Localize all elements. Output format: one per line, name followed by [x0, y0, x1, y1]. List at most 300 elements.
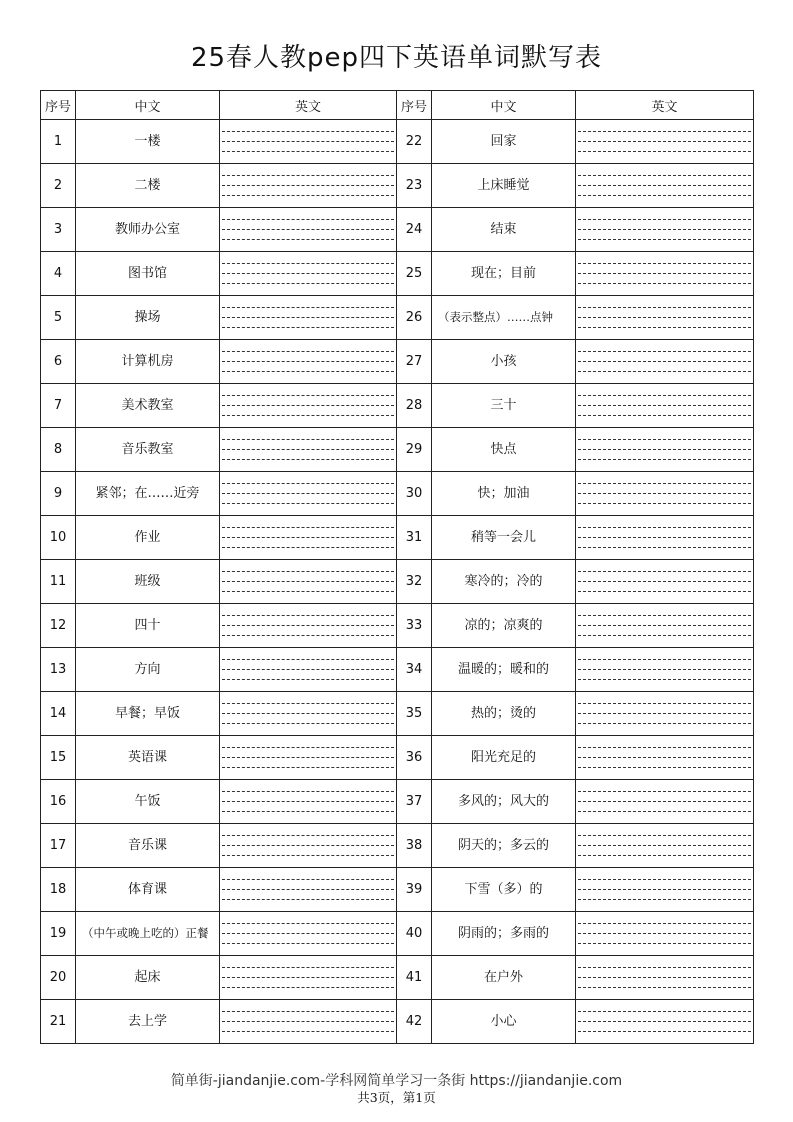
chinese-word-left: 体育课: [76, 868, 220, 912]
english-answer-left[interactable]: [220, 868, 397, 912]
dashed-guide-line: [222, 175, 394, 176]
dashed-guide-line: [578, 615, 751, 616]
dashed-guide-line: [578, 591, 751, 592]
english-answer-right[interactable]: [576, 428, 754, 472]
chinese-word-left: 音乐课: [76, 824, 220, 868]
chinese-word-right: 小心: [432, 1000, 576, 1044]
chinese-word-right: 结束: [432, 208, 576, 252]
chinese-word-left: 二楼: [76, 164, 220, 208]
dashed-guide-line: [578, 571, 751, 572]
english-answer-left[interactable]: [220, 208, 397, 252]
english-answer-right[interactable]: [576, 780, 754, 824]
row-number-left: 19: [41, 912, 76, 956]
dashed-guide-line: [222, 1031, 394, 1032]
english-answer-right[interactable]: [576, 120, 754, 164]
dashed-guide-line: [222, 327, 394, 328]
dashed-guide-line: [578, 703, 751, 704]
writing-lines: [222, 923, 394, 943]
dashed-guide-line: [578, 449, 751, 450]
table-row: [41, 692, 754, 736]
dashed-guide-line: [222, 757, 394, 758]
row-number-left: 21: [41, 1000, 76, 1044]
header-seq-right: 序号: [397, 91, 432, 120]
writing-lines: [578, 703, 751, 723]
dashed-guide-line: [222, 1011, 394, 1012]
english-answer-left[interactable]: [220, 516, 397, 560]
dashed-guide-line: [578, 307, 751, 308]
dashed-guide-line: [222, 659, 394, 660]
writing-lines: [578, 747, 751, 767]
dashed-guide-line: [578, 131, 751, 132]
table-row: [41, 340, 754, 384]
dashed-guide-line: [222, 679, 394, 680]
table-row: [41, 384, 754, 428]
dashed-guide-line: [578, 219, 751, 220]
dashed-guide-line: [222, 131, 394, 132]
row-number-right: 32: [397, 560, 432, 604]
english-answer-right[interactable]: [576, 912, 754, 956]
table-row: [41, 164, 754, 208]
chinese-word-right: 回家: [432, 120, 576, 164]
writing-lines: [578, 615, 751, 635]
row-number-right: 22: [397, 120, 432, 164]
header-chinese-left: 中文: [76, 91, 220, 120]
dashed-guide-line: [578, 415, 751, 416]
row-number-right: 26: [397, 296, 432, 340]
english-answer-right[interactable]: [576, 472, 754, 516]
row-number-right: 23: [397, 164, 432, 208]
row-number-left: 7: [41, 384, 76, 428]
dashed-guide-line: [578, 723, 751, 724]
english-answer-left[interactable]: [220, 120, 397, 164]
table-row: [41, 868, 754, 912]
row-number-right: 40: [397, 912, 432, 956]
header-seq-left: 序号: [41, 91, 76, 120]
table-row: [41, 428, 754, 472]
dashed-guide-line: [222, 943, 394, 944]
writing-lines: [222, 571, 394, 591]
dashed-guide-line: [578, 933, 751, 934]
row-number-right: 37: [397, 780, 432, 824]
row-number-right: 36: [397, 736, 432, 780]
chinese-word-right: 阴天的；多云的: [432, 824, 576, 868]
chinese-word-right: 在户外: [432, 956, 576, 1000]
english-answer-left[interactable]: [220, 252, 397, 296]
row-number-left: 2: [41, 164, 76, 208]
header-english-right: 英文: [576, 91, 754, 120]
dashed-guide-line: [222, 527, 394, 528]
table-row: [41, 296, 754, 340]
chinese-word-right: 现在；目前: [432, 252, 576, 296]
chinese-word-left: （中午或晚上吃的）正餐: [76, 912, 220, 956]
writing-lines: [222, 615, 394, 635]
chinese-word-left: 午饭: [76, 780, 220, 824]
dashed-guide-line: [222, 415, 394, 416]
dashed-guide-line: [222, 459, 394, 460]
dashed-guide-line: [578, 635, 751, 636]
table-row: [41, 736, 754, 780]
dashed-guide-line: [578, 361, 751, 362]
writing-lines: [222, 791, 394, 811]
row-number-right: 30: [397, 472, 432, 516]
chinese-word-right: 阴雨的；多雨的: [432, 912, 576, 956]
chinese-word-right: 三十: [432, 384, 576, 428]
writing-lines: [578, 307, 751, 327]
english-answer-left[interactable]: [220, 296, 397, 340]
dashed-guide-line: [578, 185, 751, 186]
english-answer-right[interactable]: [576, 516, 754, 560]
dashed-guide-line: [222, 493, 394, 494]
dashed-guide-line: [222, 307, 394, 308]
dashed-guide-line: [222, 747, 394, 748]
writing-lines: [222, 747, 394, 767]
chinese-word-left: 操场: [76, 296, 220, 340]
english-answer-right[interactable]: [576, 956, 754, 1000]
dashed-guide-line: [222, 1021, 394, 1022]
dashed-guide-line: [222, 933, 394, 934]
row-number-left: 14: [41, 692, 76, 736]
english-answer-right[interactable]: [576, 604, 754, 648]
dashed-guide-line: [222, 713, 394, 714]
english-answer-left[interactable]: [220, 164, 397, 208]
row-number-left: 12: [41, 604, 76, 648]
dashed-guide-line: [578, 175, 751, 176]
chinese-word-right: 下雪（多）的: [432, 868, 576, 912]
row-number-right: 28: [397, 384, 432, 428]
row-number-left: 16: [41, 780, 76, 824]
dashed-guide-line: [578, 439, 751, 440]
english-answer-left[interactable]: [220, 604, 397, 648]
dashed-guide-line: [578, 395, 751, 396]
writing-lines: [578, 527, 751, 547]
writing-lines: [578, 967, 751, 987]
chinese-word-right: 寒冷的；冷的: [432, 560, 576, 604]
table-row: [41, 604, 754, 648]
dashed-guide-line: [222, 503, 394, 504]
writing-lines: [578, 1011, 751, 1031]
writing-lines: [222, 659, 394, 679]
chinese-word-left: 计算机房: [76, 340, 220, 384]
english-answer-right[interactable]: [576, 824, 754, 868]
chinese-word-left: 英语课: [76, 736, 220, 780]
row-number-right: 41: [397, 956, 432, 1000]
dashed-guide-line: [578, 669, 751, 670]
row-number-right: 35: [397, 692, 432, 736]
dashed-guide-line: [578, 943, 751, 944]
row-number-left: 9: [41, 472, 76, 516]
english-answer-left[interactable]: [220, 428, 397, 472]
table-row: [41, 560, 754, 604]
dashed-guide-line: [578, 195, 751, 196]
writing-lines: [222, 527, 394, 547]
chinese-word-left: 方向: [76, 648, 220, 692]
dashed-guide-line: [222, 669, 394, 670]
row-number-right: 29: [397, 428, 432, 472]
dashed-guide-line: [578, 879, 751, 880]
dashed-guide-line: [578, 659, 751, 660]
dashed-guide-line: [578, 283, 751, 284]
dashed-guide-line: [222, 547, 394, 548]
writing-lines: [578, 175, 751, 195]
dashed-guide-line: [222, 151, 394, 152]
row-number-right: 25: [397, 252, 432, 296]
dashed-guide-line: [222, 811, 394, 812]
dashed-guide-line: [222, 571, 394, 572]
row-number-left: 4: [41, 252, 76, 296]
english-answer-right[interactable]: [576, 208, 754, 252]
writing-lines: [578, 571, 751, 591]
english-answer-left[interactable]: [220, 384, 397, 428]
dashed-guide-line: [222, 855, 394, 856]
dashed-guide-line: [578, 801, 751, 802]
row-number-left: 6: [41, 340, 76, 384]
table-row: [41, 252, 754, 296]
dashed-guide-line: [578, 767, 751, 768]
writing-lines: [222, 703, 394, 723]
writing-lines: [222, 879, 394, 899]
dashed-guide-line: [222, 195, 394, 196]
row-number-left: 5: [41, 296, 76, 340]
dashed-guide-line: [222, 219, 394, 220]
dashed-guide-line: [222, 439, 394, 440]
dashed-guide-line: [578, 405, 751, 406]
row-number-left: 15: [41, 736, 76, 780]
dashed-guide-line: [578, 757, 751, 758]
row-number-left: 8: [41, 428, 76, 472]
dashed-guide-line: [578, 1031, 751, 1032]
writing-lines: [578, 219, 751, 239]
chinese-word-left: 教师办公室: [76, 208, 220, 252]
table-row: [41, 956, 754, 1000]
writing-lines: [578, 395, 751, 415]
dashed-guide-line: [578, 327, 751, 328]
dashed-guide-line: [578, 459, 751, 460]
dashed-guide-line: [222, 317, 394, 318]
english-answer-left[interactable]: [220, 340, 397, 384]
writing-lines: [578, 923, 751, 943]
english-answer-left[interactable]: [220, 472, 397, 516]
chinese-word-right: 快点: [432, 428, 576, 472]
row-number-right: 27: [397, 340, 432, 384]
dashed-guide-line: [578, 317, 751, 318]
dashed-guide-line: [578, 835, 751, 836]
english-answer-left[interactable]: [220, 780, 397, 824]
english-answer-right[interactable]: [576, 560, 754, 604]
chinese-word-left: 早餐；早饭: [76, 692, 220, 736]
dashed-guide-line: [578, 899, 751, 900]
chinese-word-right: 稍等一会儿: [432, 516, 576, 560]
english-answer-right[interactable]: [576, 296, 754, 340]
dashed-guide-line: [222, 615, 394, 616]
english-answer-right[interactable]: [576, 868, 754, 912]
writing-lines: [222, 395, 394, 415]
row-number-left: 18: [41, 868, 76, 912]
dashed-guide-line: [578, 371, 751, 372]
table-row: [41, 472, 754, 516]
chinese-word-right: 多风的；风大的: [432, 780, 576, 824]
dashed-guide-line: [222, 723, 394, 724]
dashed-guide-line: [578, 239, 751, 240]
dashed-guide-line: [222, 483, 394, 484]
dashed-guide-line: [222, 185, 394, 186]
dashed-guide-line: [222, 239, 394, 240]
writing-lines: [578, 791, 751, 811]
writing-lines: [578, 835, 751, 855]
english-answer-right[interactable]: [576, 1000, 754, 1044]
row-number-right: 24: [397, 208, 432, 252]
dashed-guide-line: [222, 141, 394, 142]
dashed-guide-line: [222, 889, 394, 890]
row-number-right: 38: [397, 824, 432, 868]
chinese-word-right: 热的；烫的: [432, 692, 576, 736]
dashed-guide-line: [222, 791, 394, 792]
table-row: [41, 780, 754, 824]
writing-lines: [222, 263, 394, 283]
english-answer-right[interactable]: [576, 692, 754, 736]
writing-lines: [222, 175, 394, 195]
english-answer-right[interactable]: [576, 648, 754, 692]
english-answer-right[interactable]: [576, 340, 754, 384]
english-answer-left[interactable]: [220, 736, 397, 780]
chinese-word-left: 紧邻；在……近旁: [76, 472, 220, 516]
writing-lines: [222, 131, 394, 151]
chinese-word-right: （表示整点）……点钟: [432, 296, 576, 340]
page-title: 25春人教pep四下英语单词默写表: [190, 43, 603, 73]
row-number-left: 1: [41, 120, 76, 164]
dashed-guide-line: [222, 283, 394, 284]
dashed-guide-line: [222, 635, 394, 636]
dashed-guide-line: [222, 977, 394, 978]
english-answer-left[interactable]: [220, 956, 397, 1000]
dashed-guide-line: [578, 503, 751, 504]
english-answer-left[interactable]: [220, 648, 397, 692]
vocabulary-table: [40, 90, 754, 1044]
chinese-word-right: 阳光充足的: [432, 736, 576, 780]
dashed-guide-line: [578, 977, 751, 978]
dashed-guide-line: [222, 361, 394, 362]
dashed-guide-line: [222, 879, 394, 880]
english-answer-left[interactable]: [220, 912, 397, 956]
dashed-guide-line: [222, 371, 394, 372]
chinese-word-right: 温暖的；暖和的: [432, 648, 576, 692]
row-number-right: 34: [397, 648, 432, 692]
row-number-right: 39: [397, 868, 432, 912]
dashed-guide-line: [222, 835, 394, 836]
row-number-right: 33: [397, 604, 432, 648]
english-answer-right[interactable]: [576, 252, 754, 296]
chinese-word-left: 起床: [76, 956, 220, 1000]
dashed-guide-line: [222, 899, 394, 900]
dashed-guide-line: [222, 703, 394, 704]
dashed-guide-line: [578, 855, 751, 856]
dashed-guide-line: [578, 547, 751, 548]
dashed-guide-line: [578, 537, 751, 538]
writing-lines: [222, 219, 394, 239]
dashed-guide-line: [578, 483, 751, 484]
dashed-guide-line: [578, 747, 751, 748]
dashed-guide-line: [578, 625, 751, 626]
dashed-guide-line: [222, 395, 394, 396]
dashed-guide-line: [222, 537, 394, 538]
dashed-guide-line: [222, 801, 394, 802]
english-answer-right[interactable]: [576, 384, 754, 428]
dashed-guide-line: [578, 845, 751, 846]
english-answer-left[interactable]: [220, 692, 397, 736]
writing-lines: [578, 131, 751, 151]
dashed-guide-line: [222, 263, 394, 264]
table-row: [41, 824, 754, 868]
dashed-guide-line: [578, 791, 751, 792]
dashed-guide-line: [222, 625, 394, 626]
dashed-guide-line: [578, 493, 751, 494]
row-number-left: 13: [41, 648, 76, 692]
writing-lines: [578, 351, 751, 371]
dashed-guide-line: [222, 845, 394, 846]
dashed-guide-line: [222, 229, 394, 230]
chinese-word-right: 上床睡觉: [432, 164, 576, 208]
table-row: [41, 516, 754, 560]
header-chinese-right: 中文: [432, 91, 576, 120]
table-row: [41, 1000, 754, 1044]
writing-lines: [578, 263, 751, 283]
row-number-left: 17: [41, 824, 76, 868]
row-number-left: 3: [41, 208, 76, 252]
english-answer-left[interactable]: [220, 560, 397, 604]
chinese-word-right: 小孩: [432, 340, 576, 384]
chinese-word-left: 美术教室: [76, 384, 220, 428]
chinese-word-left: 图书馆: [76, 252, 220, 296]
dashed-guide-line: [222, 767, 394, 768]
chinese-word-right: 凉的；凉爽的: [432, 604, 576, 648]
dashed-guide-line: [578, 679, 751, 680]
dashed-guide-line: [578, 581, 751, 582]
dashed-guide-line: [578, 1021, 751, 1022]
dashed-guide-line: [578, 141, 751, 142]
writing-lines: [578, 483, 751, 503]
dashed-guide-line: [222, 273, 394, 274]
dashed-guide-line: [578, 967, 751, 968]
english-answer-left[interactable]: [220, 824, 397, 868]
english-answer-right[interactable]: [576, 736, 754, 780]
writing-lines: [222, 351, 394, 371]
dashed-guide-line: [222, 449, 394, 450]
dashed-guide-line: [578, 889, 751, 890]
dashed-guide-line: [222, 591, 394, 592]
writing-lines: [222, 439, 394, 459]
table-row: [41, 912, 754, 956]
dashed-guide-line: [222, 923, 394, 924]
dashed-guide-line: [578, 273, 751, 274]
dashed-guide-line: [578, 923, 751, 924]
writing-lines: [578, 659, 751, 679]
writing-lines: [222, 1011, 394, 1031]
writing-lines: [222, 483, 394, 503]
chinese-word-left: 一楼: [76, 120, 220, 164]
chinese-word-right: 快；加油: [432, 472, 576, 516]
dashed-guide-line: [578, 811, 751, 812]
dashed-guide-line: [222, 967, 394, 968]
english-answer-left[interactable]: [220, 1000, 397, 1044]
dashed-guide-line: [578, 351, 751, 352]
dashed-guide-line: [222, 987, 394, 988]
english-answer-right[interactable]: [576, 164, 754, 208]
chinese-word-left: 作业: [76, 516, 220, 560]
row-number-left: 20: [41, 956, 76, 1000]
chinese-word-left: 音乐教室: [76, 428, 220, 472]
writing-lines: [222, 967, 394, 987]
dashed-guide-line: [578, 987, 751, 988]
row-number-left: 10: [41, 516, 76, 560]
